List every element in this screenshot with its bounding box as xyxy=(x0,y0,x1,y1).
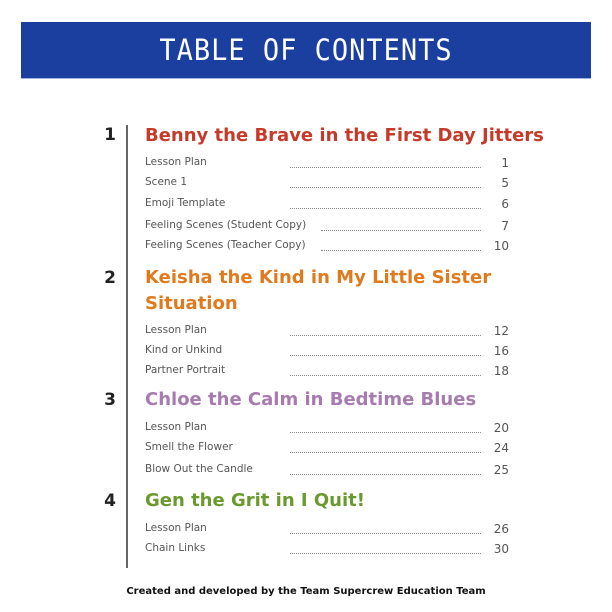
dot-leader xyxy=(290,432,481,433)
dot-leader xyxy=(290,167,481,168)
entry-label: Lesson Plan xyxy=(145,156,207,168)
page-number: 24 xyxy=(493,441,509,455)
toc-entry[interactable] xyxy=(145,156,509,172)
toc-entry[interactable] xyxy=(145,219,509,235)
section-title-line: Situation xyxy=(145,293,238,314)
toc-entry[interactable] xyxy=(145,239,509,255)
dot-leader xyxy=(321,250,481,251)
entry-label: Blow Out the Candle xyxy=(145,463,253,475)
entry-label: Chain Links xyxy=(145,542,206,554)
entry-label: Partner Portrait xyxy=(145,364,226,376)
toc-entry[interactable] xyxy=(145,463,509,479)
page-title: TABLE OF CONTENTS xyxy=(159,32,453,68)
section-title[interactable] xyxy=(145,265,491,317)
dot-leader xyxy=(321,230,481,231)
dot-leader xyxy=(290,208,481,209)
toc-entry[interactable] xyxy=(145,364,509,380)
footer-credit: Created and developed by the Team Supercrew Education Team xyxy=(126,586,486,597)
page-number: 26 xyxy=(493,522,509,536)
page-number: 7 xyxy=(501,219,509,233)
entry-label: Scene 1 xyxy=(145,176,188,188)
page-number: 18 xyxy=(493,364,509,378)
entry-label: Emoji Template xyxy=(145,197,226,209)
entry-label: Lesson Plan xyxy=(145,324,207,336)
dot-leader xyxy=(290,375,481,376)
page-number: 16 xyxy=(493,344,509,358)
page-number: 10 xyxy=(493,239,509,253)
section-title[interactable]: Chloe the Calm in Bedtime Blues xyxy=(145,389,477,410)
dot-leader xyxy=(290,335,481,336)
entry-label: Feeling Scenes (Student Copy) xyxy=(145,219,307,231)
page-number: 20 xyxy=(493,421,509,435)
toc-entry[interactable] xyxy=(145,441,509,457)
dot-leader xyxy=(290,355,481,356)
page-number: 5 xyxy=(501,176,509,190)
section-title[interactable]: Benny the Brave in the First Day Jitters xyxy=(145,125,544,146)
toc-entry[interactable] xyxy=(145,344,509,360)
section-number: 2 xyxy=(104,268,116,288)
entry-label: Lesson Plan xyxy=(145,421,207,433)
toc-entry[interactable] xyxy=(145,197,509,213)
section-number: 3 xyxy=(104,390,116,410)
entry-label: Smell the Flower xyxy=(145,441,233,453)
toc-entry[interactable] xyxy=(145,542,509,558)
dot-leader xyxy=(290,187,481,188)
divider-line xyxy=(126,125,128,568)
dot-leader xyxy=(290,553,481,554)
toc-entry[interactable] xyxy=(145,324,509,340)
toc-entry[interactable] xyxy=(145,421,509,437)
dot-leader xyxy=(290,452,481,453)
page-number: 12 xyxy=(493,324,509,338)
header-banner xyxy=(21,22,591,79)
section-title-line: Keisha the Kind in My Little Sister xyxy=(145,267,492,288)
section-number: 4 xyxy=(104,491,116,511)
page-number: 1 xyxy=(501,156,509,170)
page-number: 25 xyxy=(493,463,509,477)
toc-entry[interactable] xyxy=(145,176,509,192)
toc-entry[interactable] xyxy=(145,522,509,538)
section-number: 1 xyxy=(104,125,116,145)
page-number: 6 xyxy=(501,197,509,211)
entry-label: Kind or Unkind xyxy=(145,344,223,356)
dot-leader xyxy=(290,533,481,534)
entry-label: Lesson Plan xyxy=(145,522,207,534)
section-title[interactable]: Gen the Grit in I Quit! xyxy=(145,490,365,511)
entry-label: Feeling Scenes (Teacher Copy) xyxy=(145,239,306,251)
page-number: 30 xyxy=(493,542,509,556)
dot-leader xyxy=(290,474,481,475)
